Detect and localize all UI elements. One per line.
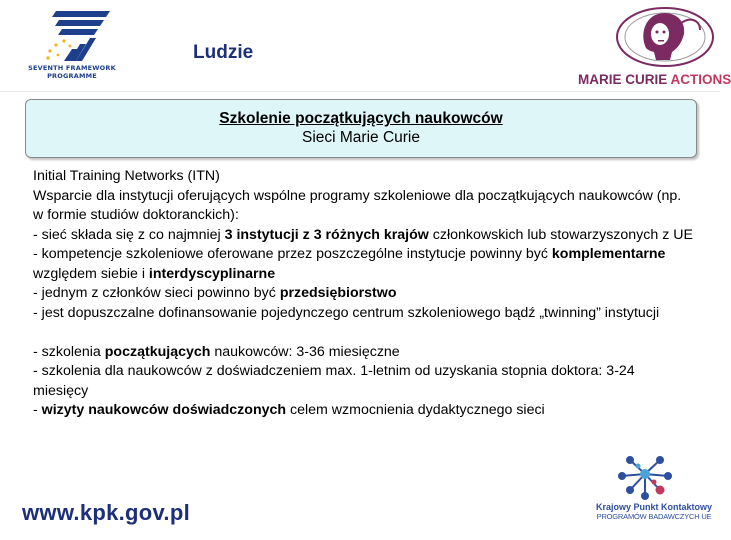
bold-text-run: 3 instytucji z 3 różnych krajów xyxy=(224,226,429,243)
fp7-logo-text xyxy=(22,64,122,80)
body-text xyxy=(33,167,693,421)
bold-text-run: wizyty naukowców doświadczonych xyxy=(41,402,287,418)
heading-box xyxy=(25,99,697,158)
paragraph-network-composition xyxy=(33,226,693,246)
fp7-logo-line1: SEVENTH FRAMEWORK xyxy=(28,64,116,72)
text-run: - szkolenia dla naukowców z doświadczeniem max. 1-letnim od uzyskania stopnia doktora: 3-24 miesięcy xyxy=(33,363,635,399)
kpk-subtitle: PROGRAMÓW BADAWCZYCH UE xyxy=(596,512,712,521)
paragraph-gap xyxy=(33,323,693,343)
bold-text-run: początkujących xyxy=(104,343,211,360)
text-run: - xyxy=(33,402,42,418)
paragraph-enterprise xyxy=(33,284,693,304)
bold-text-run: przedsiębiorstwo xyxy=(279,285,397,301)
paragraph-early-stage xyxy=(33,343,693,363)
text-run: Wsparcie dla instytucji oferujących wspólne programy szkoleniowe dla początkujących naukowców (np. w formie studiów doktoranckich): xyxy=(33,187,682,223)
bold-text-run: komplementarne xyxy=(551,246,666,262)
marie-curie-logo-text xyxy=(578,72,731,87)
mc-text-part1: MARIE CURIE xyxy=(578,72,668,87)
bold-text-run: interdyscyplinarne xyxy=(148,265,276,282)
paragraph-competences xyxy=(33,245,693,284)
mc-text-part2: ACTIONS xyxy=(667,72,731,87)
text-run: celem wzmocnienia dydaktycznego sieci xyxy=(286,402,545,418)
text-run: - szkolenia xyxy=(33,343,105,360)
text-run: - sieć składa się z co najmniej xyxy=(33,226,225,243)
heading-line-2: Sieci Marie Curie xyxy=(301,129,420,146)
kpk-name: Krajowy Punkt Kontaktowy xyxy=(595,502,712,512)
fp7-logo-line2: PROGRAMME xyxy=(47,72,97,80)
paragraph-visits xyxy=(33,401,693,421)
text-run: - kompetencje szkoleniowe oferowane przez poszczególne instytucje powinny być xyxy=(33,246,552,262)
text-run: - jednym z członków sieci powinno być xyxy=(33,285,280,301)
paragraph-experienced xyxy=(33,362,693,401)
text-run: względem siebie i xyxy=(33,246,682,282)
text-run: członkowskich lub stowarzyszonych z UE xyxy=(428,226,693,243)
text-run: Initial Training Networks (ITN) xyxy=(33,168,220,184)
text-run: - jest dopuszczalne dofinansowanie pojedynczego centrum szkoleniowego bądź „twinning” instytucji xyxy=(33,304,660,321)
paragraph-support xyxy=(33,187,693,226)
paragraph-itn-title xyxy=(33,167,693,187)
paragraph-twinning xyxy=(33,304,693,324)
heading-line-1: Szkolenie początkujących naukowców xyxy=(219,110,503,127)
text-run: naukowców: 3-36 miesięczne xyxy=(210,343,400,360)
page-title: Ludzie xyxy=(193,42,254,63)
footer-url[interactable]: www.kpk.gov.pl xyxy=(22,500,190,525)
kpk-network-logo xyxy=(610,452,680,504)
